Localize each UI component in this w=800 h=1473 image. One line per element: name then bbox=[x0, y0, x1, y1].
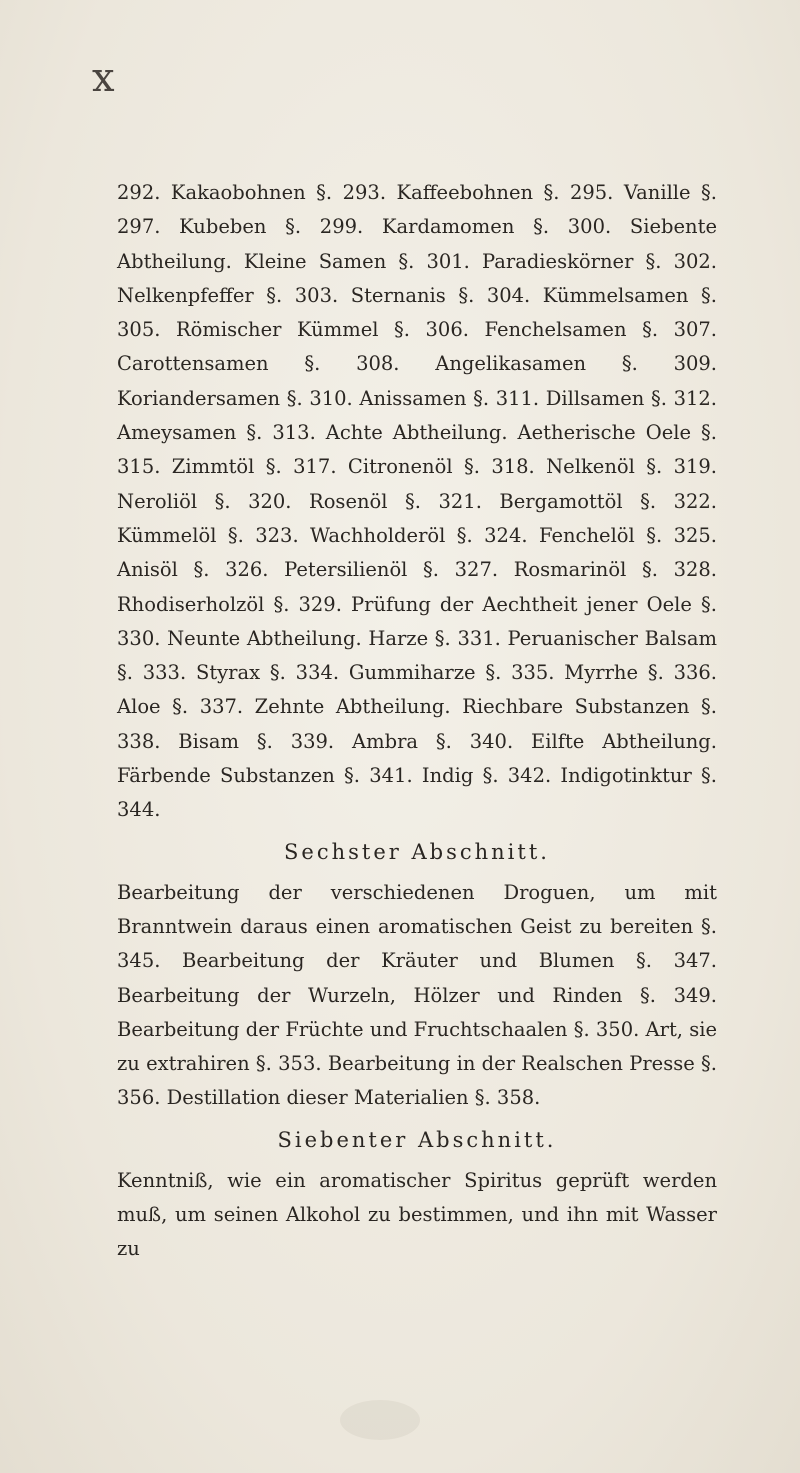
section-heading-sechster: Sechster Abschnitt. bbox=[284, 839, 550, 864]
toc-paragraph-1: 292. Kakaobohnen §. 293. Kaffeebohnen §. 295. Vanille §. 297. Kubeben §. 299. Kardamomen §. 300. Siebente Abtheilung. Kleine Samen §. 301. Paradieskörner §. 302. Nelkenpfeffer §. 303. Sternanis §. 304. Kümmelsamen §. 305. Römischer Kümmel §. 306. Fenchelsamen §. 307. Carottensamen §. 308. Angelikasamen §. 309. Koriandersamen §. 310. Anissamen §. 311. Dillsamen §. 312. Ameysamen §. 313. Achte Abtheilung. Aetherische Oele §. 315. Zimmtöl §. 317. Citronenöl §. 318. Nelkenöl §. 319. Neroliöl §. 320. Rosenöl §. 321. Bergamottöl §. 322. Kümmelöl §. 323. Wachholderöl §. 324. Fenchelöl §. 325. Anisöl §. 326. Petersilienöl §. 327. Rosmarinöl §. 328. Rhodiserholzöl §. 329. Prüfung der Aechtheit jener Oele §. 330. Neunte Abtheilung. Harze §. 331. Peruanischer Balsam §. 333. Styrax §. 334. Gummiharze §. 335. Myrrhe §. 336. Aloe §. 337. Zehnte Abtheilung. Riechbare Substanzen §. 338. Bisam §. 339. Ambra §. 340. Eilfte Abtheilung. Färbende Substanzen §. 341. Indig §. 342. Indigotinktur §. 344. bbox=[117, 181, 717, 822]
page-signature: x bbox=[92, 55, 115, 101]
table-of-contents-text bbox=[117, 176, 717, 1267]
section-heading-siebenter: Siebenter Abschnitt. bbox=[277, 1127, 557, 1152]
toc-paragraph-2: Bearbeitung der verschiedenen Droguen, um mit Branntwein daraus einen aromatischen Geist zu bereiten §. 345. Bearbeitung der Kräuter und Blumen §. 347. Bearbeitung der Wurzeln, Hölzer und Rinden §. 349. Bearbeitung der Früchte und Fruchtschaalen §. 350. Art, sie zu extrahiren §. 353. Bearbeitung in der Realschen Presse §. 356. Destillation dieser Materialien §. 358. bbox=[117, 880, 717, 1110]
paper-stain bbox=[340, 1400, 420, 1440]
toc-paragraph-3: Kenntniß, wie ein aromatischer Spiritus geprüft werden muß, um seinen Alkohol zu bestimmen, und ihn mit Wasser zu bbox=[117, 1168, 717, 1261]
